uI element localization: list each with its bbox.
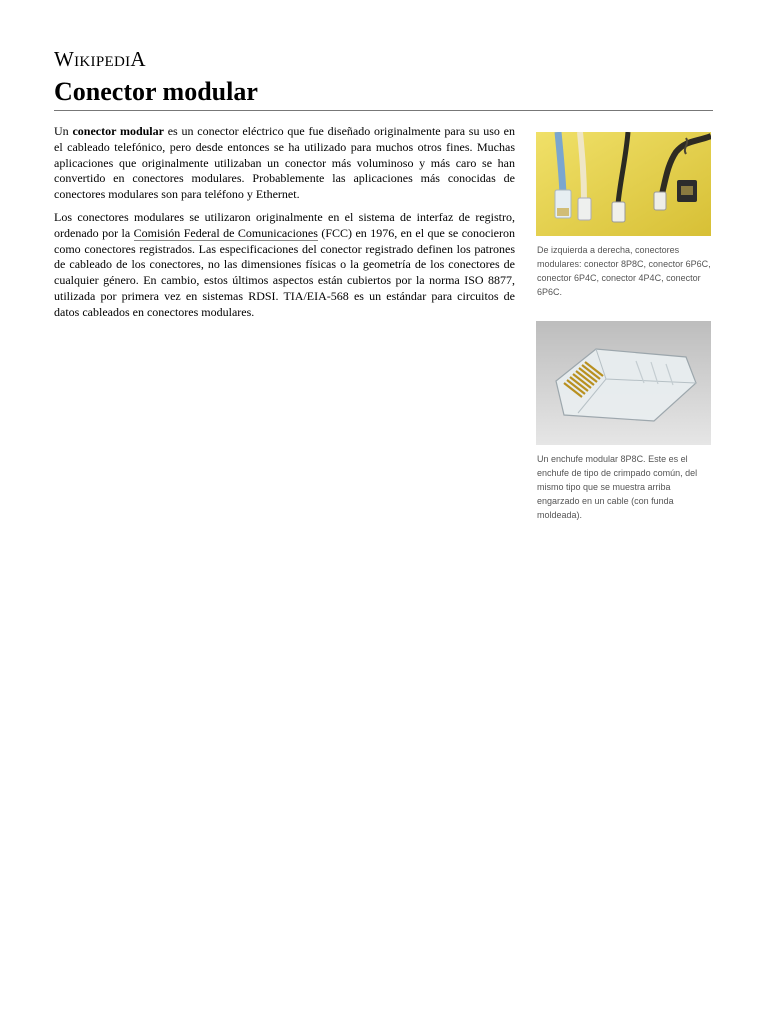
history-text-post: (FCC) en 1976, en el que se conocieron como conectores registrados. Las especificaciones del conector registrado definen los patrones de cableado de los conectores, no las dimensiones físicas o la geometría de los conectores de cualquier género. En cambio, estos últimos aspectos están cubiertos por la norma ISO 8877, utilizada por primera vez en sistemas RDSI. TIA/EIA-568 es un estándar para circuitos de datos cableados en conectores modulares. (54, 225, 516, 319)
fcc-link[interactable]: Comisión Federal de Comunicaciones (133, 225, 318, 240)
figure-caption: De izquierda a derecha, conectores modulares: conector 8P8C, conector 6P6C, conector 6P4C, conector 4P4C, conector 6P6C. (537, 245, 711, 297)
figure-caption: Un enchufe modular 8P8C. Este es el enchufe de tipo de crimpado común, del mismo tipo que se muestra arriba engarzado en un cable (con funda moldeada). (537, 454, 698, 520)
8p8c-plug-image[interactable] (536, 321, 711, 445)
paragraph-intro (54, 124, 515, 203)
wikipedia-logo[interactable] (54, 47, 146, 72)
logo-letters: IKIPEDI (74, 54, 131, 70)
figure-connectors (536, 132, 712, 299)
title-divider (54, 110, 713, 111)
logo-letter-w: W (54, 47, 75, 71)
history-text-pre: Los conectores modulares se utilizaron originalmente en el sistema de interfaz de registro, ordenado por la (54, 209, 515, 240)
intro-text-post: es un conector eléctrico que fue diseñado originalmente para su uso en el cableado telefónico, pero desde entonces se ha utilizado para muchos otros fines. Muchas aplicaciones que originalmente utilizaban un conector más voluminoso y más caro se han convertido en conectores modulares. Probablemente las aplicaciones más conocidas de conectores modulares son para teléfono y Ethernet. (54, 124, 516, 202)
term-bold: conector modular (72, 124, 164, 138)
logo-letter-a: A (130, 47, 146, 71)
modular-connectors-image[interactable] (536, 132, 711, 236)
paragraph-history (54, 210, 515, 321)
figure-8p8c-plug (536, 321, 712, 522)
page-title: Conector modular (54, 77, 258, 106)
article-body (54, 124, 515, 328)
intro-text-pre: Un (54, 124, 73, 138)
